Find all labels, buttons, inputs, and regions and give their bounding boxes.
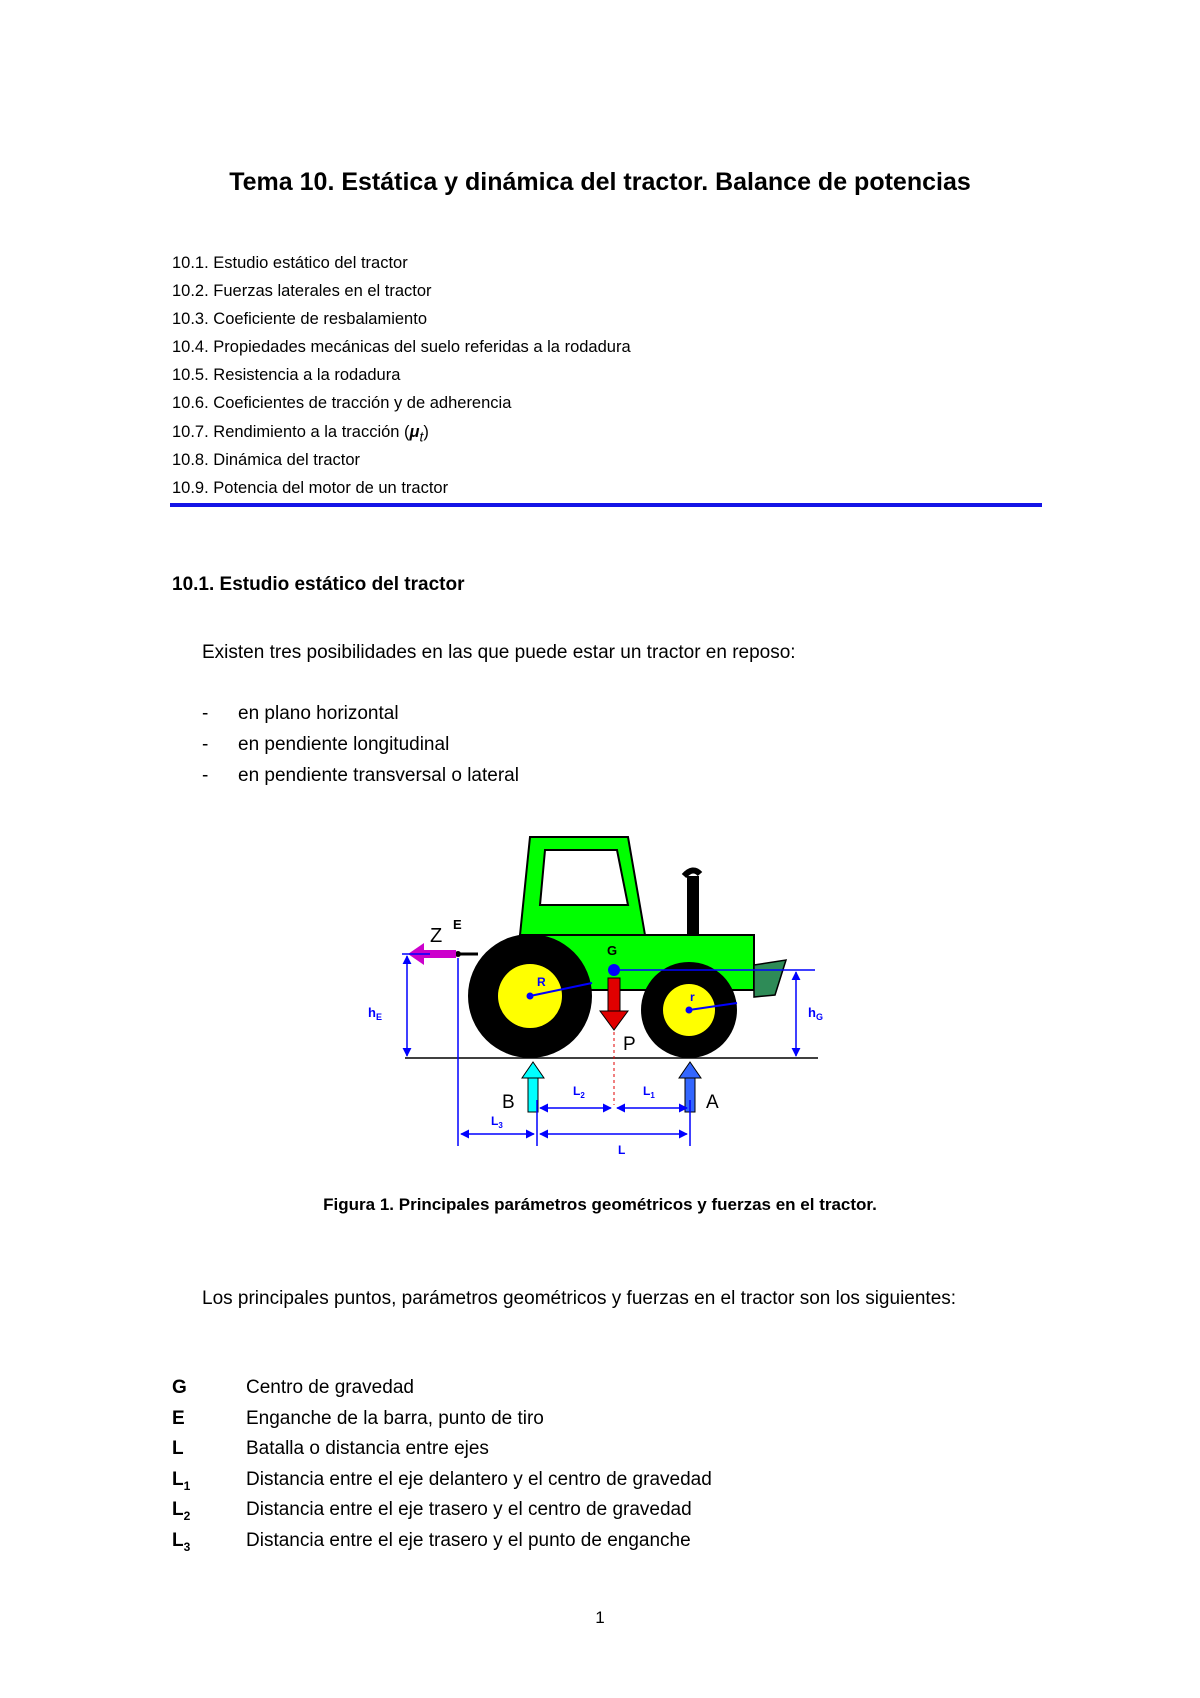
definitions-list <box>172 1377 712 1561</box>
label-r-big: R <box>537 975 546 989</box>
toc-item: 10.6. Coeficientes de tracción y de adherencia <box>172 394 512 413</box>
list-item <box>202 703 519 734</box>
label-p: P <box>623 1034 636 1055</box>
term-letter: L <box>172 1468 184 1490</box>
definition-text: Centro de gravedad <box>246 1377 414 1398</box>
exhaust-pipe <box>687 876 699 936</box>
definition-term <box>172 1438 246 1462</box>
page-number: 1 <box>595 1608 605 1627</box>
bullet-marker: - <box>202 703 209 724</box>
definition-row <box>172 1530 712 1561</box>
label-hg-sub: G <box>815 1012 823 1022</box>
label-l: L <box>618 1143 626 1157</box>
list-item-text: en plano horizontal <box>238 703 399 724</box>
toc-item: 10.2. Fuerzas laterales en el tractor <box>172 282 432 301</box>
label-he <box>368 1005 382 1022</box>
definition-row <box>172 1377 712 1408</box>
toc-divider <box>170 503 1042 507</box>
definition-term <box>172 1469 246 1493</box>
body-paragraph: Los principales puntos, parámetros geométricos y fuerzas en el tractor son los siguientes: <box>202 1288 957 1309</box>
label-l3 <box>491 1114 503 1130</box>
term-subscript: 1 <box>183 1478 191 1493</box>
mu-symbol: μ <box>409 422 420 441</box>
definition-text: Enganche de la barra, punto de tiro <box>246 1407 544 1429</box>
label-l2-main: L <box>573 1084 581 1098</box>
bullet-marker: - <box>202 734 209 755</box>
definition-row <box>172 1438 712 1469</box>
intro-text: Existen tres posibilidades en las que puede estar un tractor en reposo: <box>202 642 796 663</box>
toc-item-text: 10.7. Rendimiento a la tracción ( <box>172 422 410 441</box>
toc-item: 10.1. Estudio estático del tractor <box>172 254 408 272</box>
label-b: B <box>502 1092 515 1113</box>
label-hg-main: h <box>808 1005 816 1020</box>
toc-item-close: ) <box>423 422 429 441</box>
label-z: Z <box>430 925 443 947</box>
label-a: A <box>706 1092 719 1113</box>
reaction-a-head <box>679 1062 701 1078</box>
term-subscript: 2 <box>183 1509 191 1524</box>
cg-point <box>608 964 620 976</box>
toc-item: 10.4. Propiedades mecánicas del suelo referidas a la rodadura <box>172 338 631 357</box>
label-l2 <box>573 1084 585 1100</box>
cab-window <box>540 850 628 905</box>
term-letter: G <box>172 1377 187 1398</box>
list-item-text: en pendiente longitudinal <box>238 734 450 755</box>
definition-text: Distancia entre el eje trasero y el centro de gravedad <box>246 1499 692 1521</box>
toc-item: 10.8. Dinámica del tractor <box>172 450 361 469</box>
definition-term <box>172 1377 246 1401</box>
weight-arrow-head <box>600 1011 628 1030</box>
term-letter: E <box>172 1407 185 1429</box>
definition-text: Batalla o distancia entre ejes <box>246 1438 489 1460</box>
label-he-sub: E <box>375 1012 382 1022</box>
definition-text: Distancia entre el eje delantero y el centro de gravedad <box>246 1468 712 1490</box>
tractor-diagram <box>360 830 840 1160</box>
list-item <box>202 765 519 796</box>
mu-subscript: t <box>419 428 424 444</box>
label-l1-sub: 1 <box>650 1091 655 1100</box>
bullet-list <box>202 703 519 796</box>
label-l2-sub: 2 <box>580 1091 585 1100</box>
term-letter: L <box>172 1499 184 1521</box>
list-item <box>202 734 519 765</box>
bullet-marker: - <box>202 765 209 786</box>
term-letter: L <box>172 1529 184 1551</box>
rear-axle <box>527 993 534 1000</box>
term-letter: L <box>172 1438 184 1460</box>
label-l3-main: L <box>491 1114 499 1128</box>
section-heading: 10.1. Estudio estático del tractor <box>172 574 465 595</box>
table-of-contents <box>172 252 1042 505</box>
label-hg <box>808 1005 823 1022</box>
exhaust-cap <box>684 870 700 876</box>
definition-term <box>172 1530 246 1554</box>
definition-row <box>172 1408 712 1439</box>
label-e: E <box>453 917 462 932</box>
toc-item: 10.9. Potencia del motor de un tractor <box>172 478 449 497</box>
weight-arrow-shaft <box>608 978 620 1012</box>
toc-item: 10.5. Resistencia a la rodadura <box>172 366 401 385</box>
list-item-text: en pendiente transversal o lateral <box>238 765 519 786</box>
toc-item <box>172 421 1042 449</box>
front-weight <box>754 960 786 997</box>
reaction-b-head <box>522 1062 544 1078</box>
term-subscript: 3 <box>183 1539 191 1554</box>
figure-caption: Figura 1. Principales parámetros geométricos y fuerzas en el tractor. <box>323 1195 877 1214</box>
front-axle <box>686 1007 693 1014</box>
document-title: Tema 10. Estática y dinámica del tractor. Balance de potencias <box>229 168 971 196</box>
definition-text: Distancia entre el eje trasero y el punto de enganche <box>246 1529 691 1551</box>
toc-item: 10.3. Coeficiente de resbalamiento <box>172 310 427 329</box>
label-r-small: r <box>690 990 695 1004</box>
label-l1 <box>643 1084 655 1100</box>
label-l1-main: L <box>643 1084 651 1098</box>
definition-row <box>172 1469 712 1500</box>
definition-term <box>172 1408 246 1432</box>
label-he-main: h <box>368 1005 376 1020</box>
label-l3-sub: 3 <box>498 1121 503 1130</box>
definition-term <box>172 1499 246 1523</box>
definition-row <box>172 1499 712 1530</box>
label-g: G <box>607 943 618 958</box>
